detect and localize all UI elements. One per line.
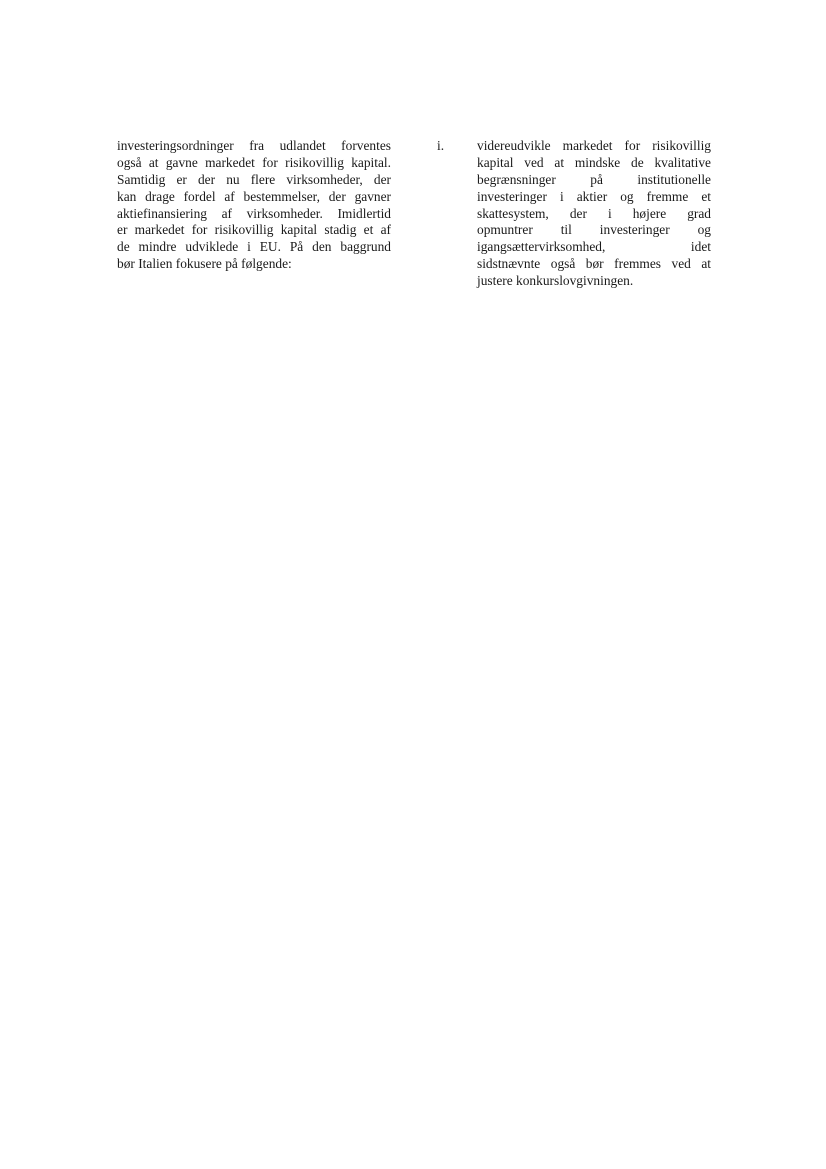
list-item-line: opmuntrer til investeringer og [477,222,711,238]
list-item-line: igangsættervirksomhed, idet [477,239,711,255]
paragraph-line: investeringsordninger fra udlandet forventes [117,138,391,153]
paragraph-line: de mindre udviklede i EU. På den baggrund [117,239,391,255]
list-item-line: justere konkurslovgivningen. [477,273,634,289]
list-item-line: begrænsninger på institutionelle [477,171,711,187]
list-item-line: skattesystem, der i højere grad [477,205,711,221]
paragraph-line: bør Italien fokusere på følgende: [117,256,292,272]
list-item-line: videreudvikle markedet for risikovillig [477,138,711,153]
list-item-marker: i. [437,138,445,153]
paragraph-line: aktiefinansiering af virksomheder. Imidlertid [117,205,391,221]
list-item-line: kapital ved at mindske de kvalitative [477,154,711,170]
paragraph-line: kan drage fordel af bestemmelser, der gavner [117,188,391,204]
paragraph-line: Samtidig er der nu flere virksomheder, der [117,171,391,187]
list-item-line: sidstnævnte også bør fremmes ved at [477,256,711,272]
paragraph-line: også at gavne markedet for risikovillig kapital. [117,154,391,170]
paragraph-line: er markedet for risikovillig kapital stadig et af [117,222,391,238]
list-item-text [477,138,711,290]
left-column-paragraph [117,138,391,273]
list-item-line: investeringer i aktier og fremme et [477,188,711,204]
